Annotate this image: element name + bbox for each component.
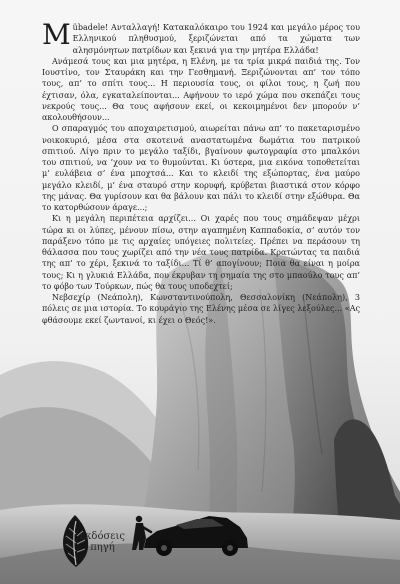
publisher-line-1: εκδόσεις: [80, 531, 125, 542]
dropcap: Μ: [42, 18, 71, 51]
publisher-logo: [58, 513, 138, 571]
paragraph-5: Νεβσεχίρ (Νεάπολη), Κωνσταντινούπολη, Θεσσαλονίκη (Νεάπολη), 3 πόλεις σε μια ιστορία. Το κουράγιο της Ελένης μέσα σε λίγες λεξούλες... «Ας φθάσουμε εκεί ζωντανοί, κι έχει ο Θεός!».: [42, 293, 361, 325]
paragraph-2: Ανάμεσά τους και μια μητέρα, η Ελένη, με τα τρία μικρά παιδιά της. Τον Ιουστίνο, τον Σταυράκη και την Γεσθημανή. Ξεριζώνονται απ’ τον τόπο τους, απ’ το σπίτι τους... Η περιουσία τους, οι φίλοι τους, η ζωή που έχτισαν, όλα, εγκαταλείπονται... Αφήνουν το ιερό χώμα που σκεπάζει τους νεκρούς τους... Θα τους αφήσουν εκεί, οι κεκοιμημένοι δεν μπορούν ν’ ακολουθήσουν...: [42, 56, 360, 122]
paragraph-1-text: übadele! Ανταλλαγή! Κατακαλόκαιρο του 1924 και μεγάλο μέρος του Ελληνικού πληθυσμού, ξεριζώνεται από τα χώματα των αλησμόνητων πατρίδων και ξεκινά για την μητέρα Ελλάδα!: [72, 23, 360, 55]
paragraph-1: [42, 18, 360, 56]
publisher-line-2: πηγή: [90, 542, 115, 553]
publisher-name: [80, 531, 125, 553]
back-cover-text: [42, 18, 361, 326]
paragraph-3: Ο σπαραγμός του αποχαιρετισμού, αιωρείται πάνω απ’ το πακεταρισμένο νοικοκυριό, μέσα στα σκοτεινά αναστατωμένα δωμάτια του πατρικού σπιτιού. Λίγο πριν το μεγάλο ταξίδι, βγαίνουν φωτογραφία στο μπαλκόνι του σπιτιού, να ’χουν να το θυμούνται. Κι ύστερα, μια εικόνα τοποθετείται μ’ ευλάβεια σ’ ένα μποχτσά... Και το κλειδί της εξώπορτας, ένα μαύρο μεγάλο κλειδί, μ’ ένα σταυρό στην κορυφή, κρύβεται βιαστικά στον κόρφο της μάνας. Θα γυρίσουν και θα βάλουν και πάλι το κλειδί στην εξώθυρα. Θα το κατορθώσουν άραγε...;: [42, 124, 360, 212]
paragraph-4: Κι η μεγάλη περιπέτεια αρχίζει... Οι χαρές που τους σημάδεψαν μέχρι τώρα κι οι λύπες, μένουν πίσω, στην αγαπημένη Καππαδοκία, σ’ αυτόν τον παράξενο τόπο με τις αρχαίες υπόγειες πολιτείες. Πρέπει να περάσουν τη θάλασσα που τους χωρίζει από την νέα τους πατρίδα. Κρατώντας τα παιδιά της απ’ το χέρι, ξεκινά το ταξίδι... Τί θ’ απογίνουν; Ποια θα είναι η μοίρα τους; Κι η γλυκιά Ελλάδα, που έκρυβαν τη σημαία της στο μπαούλο τους απ’ το φόβο των Τούρκων, πώς θα τους υποδεχτεί;: [42, 214, 360, 291]
